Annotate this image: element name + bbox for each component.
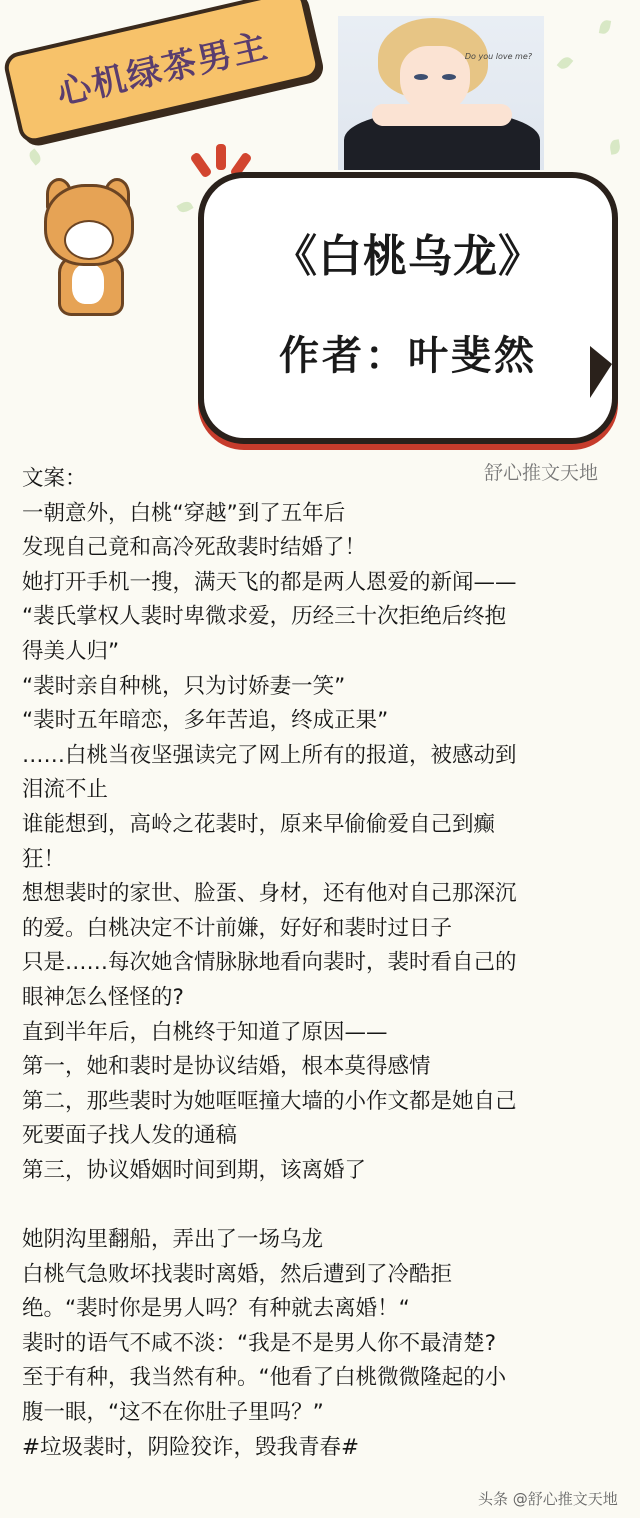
synopsis-line: 泪流不止	[22, 777, 109, 803]
title-card	[198, 172, 618, 444]
synopsis-text	[22, 462, 622, 1465]
synopsis-line: 她阴沟里翻船，弄出了一场乌龙	[22, 1227, 324, 1253]
synopsis-line	[22, 1188, 622, 1223]
synopsis-line: 至于有种，我当然有种。“他看了白桃微微隆起的小	[22, 1365, 507, 1391]
synopsis-line: “裴时亲自种桃，只为讨娇妻一笑”	[22, 673, 346, 699]
synopsis-line: 得美人归”	[22, 638, 120, 664]
synopsis-line: 文案：	[22, 466, 87, 491]
synopsis-line: 第一，她和裴时是协议结婚，根本莫得感情	[22, 1054, 431, 1080]
leaf-decoration	[557, 54, 574, 71]
synopsis-line: 白桃气急败坏找裴时离婚，然后遭到了冷酷拒	[22, 1261, 453, 1287]
shiba-dog-illustration	[38, 178, 138, 318]
leaf-decoration	[609, 139, 621, 155]
synopsis-line: ……白桃当夜坚强读完了网上所有的报道，被感动到	[22, 742, 517, 768]
synopsis-line: 发现自己竟和高冷死敌裴时结婚了！	[22, 535, 367, 561]
synopsis-line: 想想裴时的家世、脸蛋、身材，还有他对自己那深沉	[22, 881, 517, 907]
synopsis-line: 一朝意外，白桃“穿越”到了五年后	[22, 500, 346, 526]
synopsis-line: 谁能想到，高岭之花裴时，原来早偷偷爱自己到癫	[22, 811, 496, 837]
synopsis-line: 直到半年后，白桃终于知道了原因——	[22, 1019, 388, 1045]
genre-banner-label: 心机绿茶男主	[53, 25, 273, 114]
synopsis-line: #垃圾裴时，阴险狡诈，毁我青春#	[22, 1434, 360, 1460]
synopsis-line: 绝。“裴时你是男人吗？有种就去离婚！“	[22, 1296, 410, 1322]
genre-banner	[2, 0, 323, 145]
synopsis-line: 她打开手机一搜，满天飞的都是两人恩爱的新闻——	[22, 569, 517, 595]
synopsis-line: “裴氏掌权人裴时卑微求爱，历经三十次拒绝后终抱	[22, 604, 507, 630]
leaf-decoration	[176, 199, 193, 215]
synopsis-line: 只是……每次她含情脉脉地看向裴时，裴时看自己的	[22, 950, 517, 976]
character-illustration	[338, 16, 544, 170]
synopsis-line: 第三，协议婚姻时间到期，该离婚了	[22, 1157, 367, 1183]
synopsis-line: 眼神怎么怪怪的?	[22, 984, 184, 1010]
book-title: 《白桃乌龙》	[273, 231, 543, 282]
leaf-decoration	[599, 19, 611, 35]
book-author: 作者：叶斐然	[279, 333, 537, 379]
platform-watermark: 头条 @舒心推文天地	[478, 1490, 618, 1508]
spark-decoration	[189, 151, 212, 178]
synopsis-line: 死要面子找人发的通稿	[22, 1123, 238, 1149]
synopsis-line: 腹一眼，“这不在你肚子里吗？”	[22, 1400, 324, 1426]
spark-decoration	[216, 144, 226, 170]
leaf-decoration	[27, 148, 44, 165]
synopsis-line: 狂！	[22, 846, 66, 872]
synopsis-line: “裴时五年暗恋，多年苦追，终成正果”	[22, 708, 389, 734]
synopsis-line: 第二，那些裴时为她哐哐撞大墙的小作文都是她自己	[22, 1088, 517, 1114]
synopsis-line: 裴时的语气不咸不淡：“我是不是男人你不最清楚?	[22, 1330, 497, 1356]
source-watermark: 舒心推文天地	[484, 462, 599, 484]
portrait-caption: Do you love me?	[464, 52, 532, 61]
synopsis-line: 的爱。白桃决定不计前嫌，好好和裴时过日子	[22, 915, 453, 941]
